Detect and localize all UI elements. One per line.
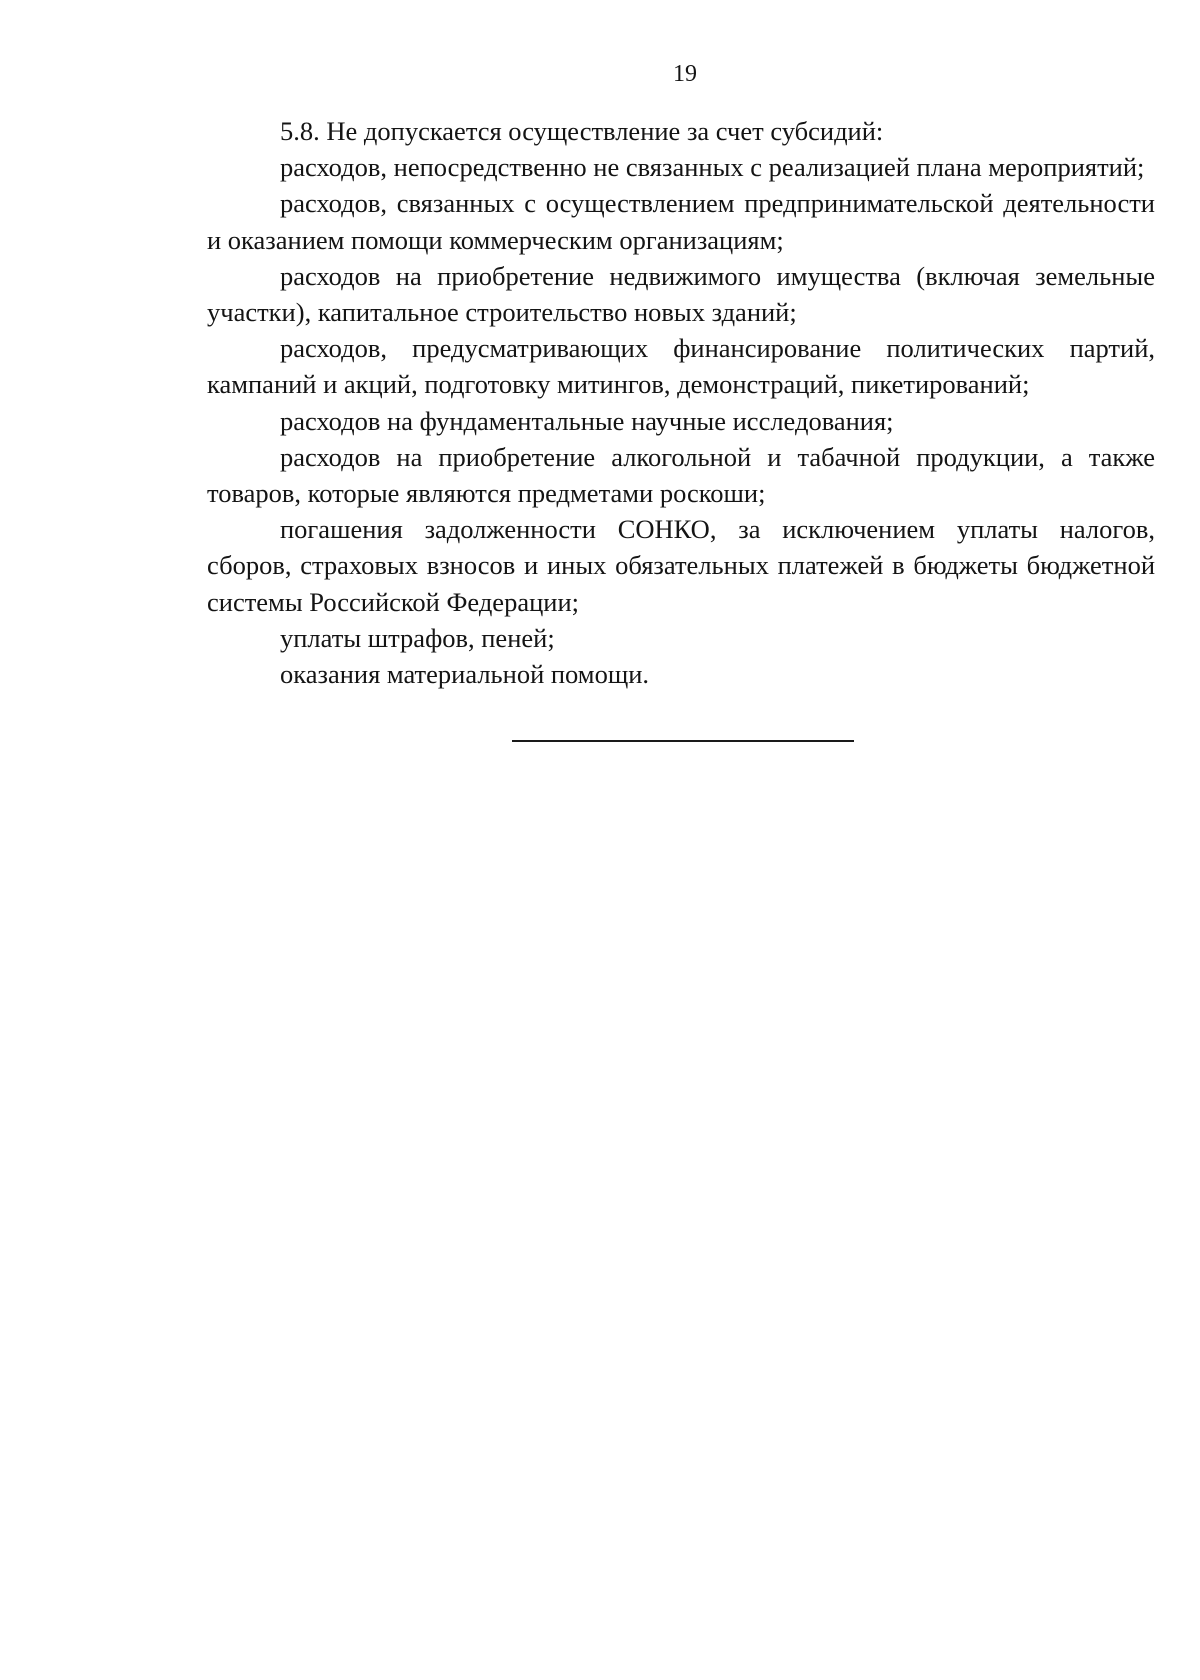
section-heading: 5.8. Не допускается осуществление за счет субсидий: <box>280 116 884 146</box>
page-number: 19 <box>673 61 697 87</box>
end-divider <box>512 740 854 742</box>
list-item: расходов на приобретение недвижимого имущества (включая земельные участки), капитальное строительство новых зданий; <box>207 260 1155 328</box>
list-item: оказания материальной помощи. <box>280 659 650 690</box>
list-item: уплаты штрафов, пеней; <box>280 622 555 653</box>
list-item: расходов на приобретение алкогольной и табачной продукции, а также товаров, которые являются предметами роскоши; <box>207 441 1155 509</box>
list-item: расходов, непосредственно не связанных с реализацией плана мероприятий; <box>280 152 1145 183</box>
document-body <box>207 113 1155 692</box>
list-item: расходов на фундаментальные научные исследования; <box>280 405 894 436</box>
list-item: расходов, связанных с осуществлением предпринимательской деятельности и оказанием помощи коммерческим организациям; <box>207 188 1155 255</box>
list-item: погашения задолженности СОНКО, за исключением уплаты налогов, сборов, страховых взносов и иных обязательных платежей в бюджеты бюджетной системы Российской Федерации; <box>207 514 1155 617</box>
list-item: расходов, предусматривающих финансирование политических партий, кампаний и акций, подготовку митингов, демонстраций, пикетирований; <box>207 333 1155 400</box>
